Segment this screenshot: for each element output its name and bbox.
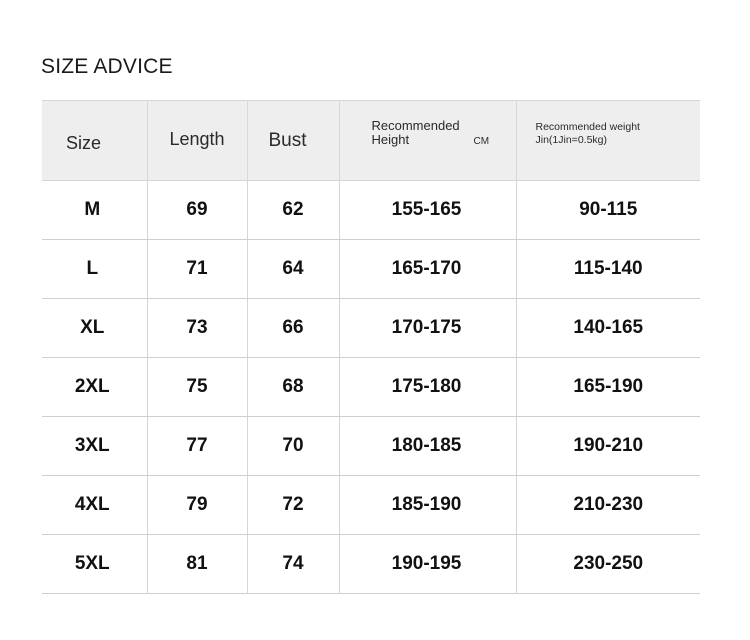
- header-weight-line2: Jin(1Jin=0.5kg): [535, 134, 607, 146]
- cell-bust: 62: [247, 181, 339, 240]
- cell-size: 5XL: [42, 535, 147, 594]
- cell-bust: 72: [247, 476, 339, 535]
- cell-weight: 115-140: [516, 240, 700, 299]
- cell-length: 77: [147, 417, 247, 476]
- cell-bust: 66: [247, 299, 339, 358]
- cell-length: 81: [147, 535, 247, 594]
- header-recommended-height: [339, 101, 516, 181]
- table-row: [42, 240, 700, 299]
- table-row: [42, 358, 700, 417]
- cell-weight: 90-115: [516, 181, 700, 240]
- cell-length: 73: [147, 299, 247, 358]
- cell-size: 3XL: [42, 417, 147, 476]
- cell-length: 69: [147, 181, 247, 240]
- page-title: SIZE ADVICE: [41, 55, 173, 78]
- table-row: [42, 417, 700, 476]
- header-recommended-weight: [516, 101, 700, 181]
- cell-height: 170-175: [339, 299, 516, 358]
- header-height-unit: CM: [473, 136, 490, 147]
- header-row: [42, 101, 700, 181]
- table-body: [42, 181, 700, 594]
- cell-size: L: [42, 240, 147, 299]
- cell-size: XL: [42, 299, 147, 358]
- table-row: [42, 535, 700, 594]
- cell-weight: 230-250: [516, 535, 700, 594]
- cell-height: 185-190: [339, 476, 516, 535]
- cell-weight: 190-210: [516, 417, 700, 476]
- header-height-line2: Height: [371, 132, 410, 147]
- table-row: [42, 299, 700, 358]
- size-chart-table: [42, 100, 700, 594]
- cell-bust: 70: [247, 417, 339, 476]
- cell-size: 2XL: [42, 358, 147, 417]
- cell-weight: 210-230: [516, 476, 700, 535]
- table-row: [42, 476, 700, 535]
- header-length: Length: [147, 101, 247, 181]
- cell-height: 155-165: [339, 181, 516, 240]
- cell-height: 190-195: [339, 535, 516, 594]
- cell-length: 75: [147, 358, 247, 417]
- table-row: [42, 181, 700, 240]
- header-height-line1: Recommended: [371, 118, 460, 133]
- cell-weight: 165-190: [516, 358, 700, 417]
- cell-bust: 64: [247, 240, 339, 299]
- cell-length: 71: [147, 240, 247, 299]
- cell-height: 165-170: [339, 240, 516, 299]
- cell-height: 175-180: [339, 358, 516, 417]
- cell-bust: 74: [247, 535, 339, 594]
- table-header: [42, 101, 700, 181]
- cell-weight: 140-165: [516, 299, 700, 358]
- cell-bust: 68: [247, 358, 339, 417]
- header-bust: Bust: [247, 101, 339, 181]
- cell-height: 180-185: [339, 417, 516, 476]
- cell-size: 4XL: [42, 476, 147, 535]
- cell-size: M: [42, 181, 147, 240]
- cell-length: 79: [147, 476, 247, 535]
- header-weight-line1: Recommended weight: [535, 121, 640, 133]
- header-size: Size: [42, 101, 147, 181]
